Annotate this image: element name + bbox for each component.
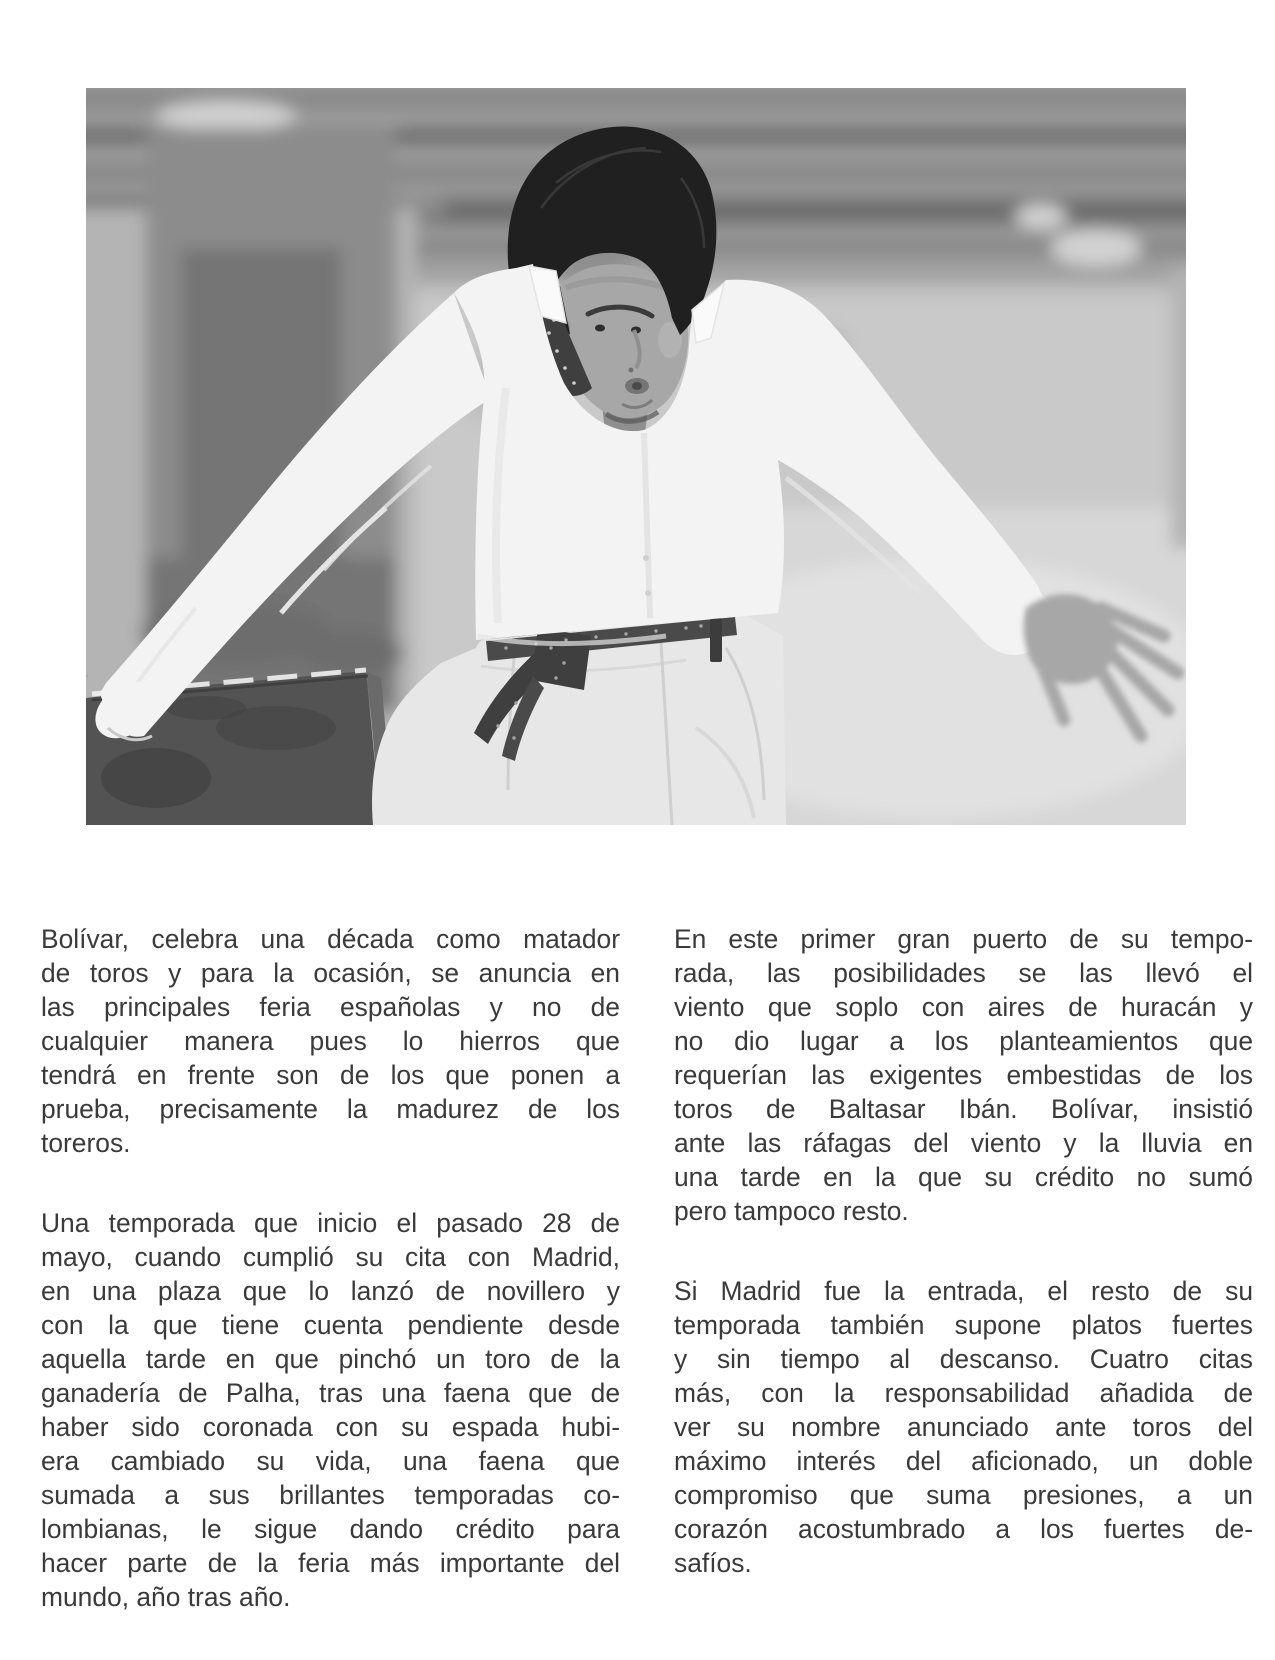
text-line: compromiso que suma presiones, a un (674, 1480, 1253, 1510)
text-line: y sin tiempo al descanso. Cuatro citas (674, 1344, 1253, 1374)
text-line: ganadería de Palha, tras una faena que de (41, 1378, 620, 1408)
text-line: toros de Baltasar Ibán. Bolívar, insistió (674, 1094, 1253, 1124)
photo-illustration (86, 88, 1186, 825)
text-line: mayo, cuando cumplió su cita con Madrid, (41, 1242, 620, 1272)
text-line: toreros. (41, 1128, 131, 1158)
text-line: Bolívar, celebra una década como matador (41, 924, 620, 954)
text-line: corazón acostumbrado a los fuertes de- (674, 1514, 1253, 1544)
text-line: de toros y para la ocasión, se anuncia en (41, 958, 620, 988)
text-line: viento que soplo con aires de huracán y (674, 992, 1253, 1022)
button (645, 590, 651, 596)
text-line: pero tampoco resto. (674, 1196, 909, 1226)
text-line: Una temporada que inicio el pasado 28 de (41, 1208, 620, 1238)
text-line: Si Madrid fue la entrada, el resto de su (674, 1276, 1253, 1306)
text-line: haber sido coronada con su espada hubi- (41, 1412, 620, 1442)
paragraph (674, 922, 1253, 1228)
text-line: era cambiado su vida, una faena que (41, 1446, 620, 1476)
text-line: en una plaza que lo lanzó de novillero y (41, 1276, 620, 1306)
paragraph (674, 1274, 1253, 1580)
button (643, 555, 649, 561)
text-line: aquella tarde en que pinchó un toro de la (41, 1344, 620, 1374)
text-line: requerían las exigentes embestidas de los (674, 1060, 1253, 1090)
paragraph (41, 1206, 620, 1614)
text-line: sumada a sus brillantes temporadas co- (41, 1480, 620, 1510)
text-line: lombianas, le sigue dando crédito para (41, 1514, 620, 1544)
article-column-left (41, 922, 620, 1660)
text-line: tendrá en frente son de los que ponen a (41, 1060, 620, 1090)
text-line: ante las ráfagas del viento y la lluvia en (674, 1128, 1253, 1158)
text-line: ver su nombre anunciado ante toros del (674, 1412, 1253, 1442)
text-line: las principales feria españolas y no de (41, 992, 620, 1022)
paragraph (41, 922, 620, 1160)
text-line: safíos. (674, 1548, 752, 1578)
text-line: mundo, año tras año. (41, 1582, 291, 1612)
text-line: temporada también supone platos fuertes (674, 1310, 1253, 1340)
left-eye (595, 325, 605, 332)
text-line: más, con la responsabilidad añadida de (674, 1378, 1253, 1408)
belt-end-loop (710, 618, 722, 662)
text-line: En este primer gran puerto de su tempo- (674, 924, 1253, 954)
text-line: prueba, precisamente la madurez de los (41, 1094, 620, 1124)
text-line: máximo interés del aficionado, un doble (674, 1446, 1253, 1476)
article-column-right (674, 922, 1253, 1626)
text-line: cualquier manera pues lo hierros que (41, 1026, 620, 1056)
text-line: hacer parte de la feria más importante del (41, 1548, 620, 1578)
text-line: una tarde en la que su crédito no sumó (674, 1162, 1253, 1192)
text-line: no dio lugar a los planteamientos que (674, 1026, 1253, 1056)
article-photo (86, 88, 1186, 825)
text-line: rada, las posibilidades se las llevó el (674, 958, 1253, 988)
text-line: con la que tiene cuenta pendiente desde (41, 1310, 620, 1340)
